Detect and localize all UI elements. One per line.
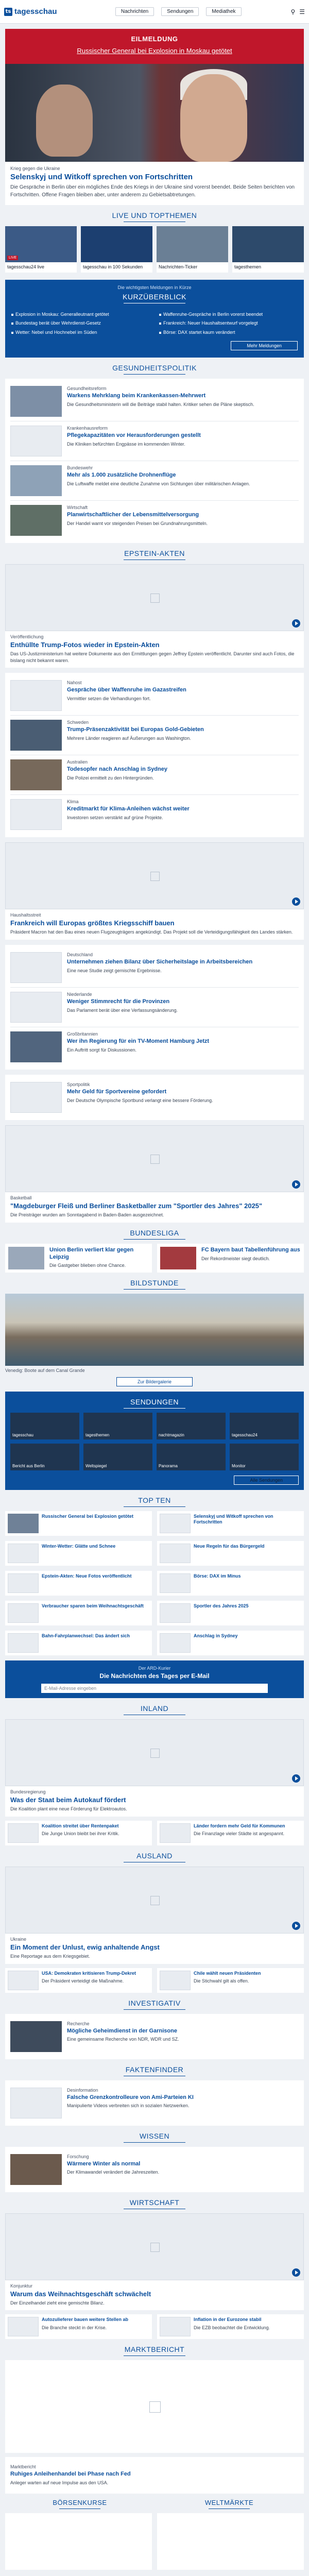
live-card-title[interactable]: tagesschau in 100 Sekunden xyxy=(83,264,143,269)
list-item[interactable] xyxy=(10,948,299,988)
show-tile[interactable] xyxy=(157,1413,226,1439)
teaser-title[interactable]: Verbraucher sparen beim Weihnachtsgeschäft xyxy=(42,1603,144,1608)
breaking-headline[interactable]: Russischer General bei Explosion in Moskau getötet xyxy=(77,47,232,55)
teaser-title[interactable]: Pflegekapazitäten vor Herausforderungen gestellt xyxy=(67,432,201,438)
list-item[interactable] xyxy=(5,1244,152,1273)
teaser-title[interactable]: Selenskyj und Witkoff sprechen von Fortschritten xyxy=(194,1513,273,1525)
live-card-title[interactable]: tagesthemen xyxy=(234,264,262,269)
teaser-title[interactable]: Union Berlin verliert klar gegen Leipzig xyxy=(49,1246,134,1260)
list-item[interactable] xyxy=(10,461,299,501)
play-icon[interactable] xyxy=(292,1774,300,1783)
teaser-title[interactable]: Sportler des Jahres 2025 xyxy=(194,1603,249,1608)
topten-item[interactable] xyxy=(157,1541,304,1566)
teaser-text: Der Präsident verteidigt die Maßnahme. xyxy=(42,1978,124,1984)
live-card[interactable] xyxy=(232,226,304,273)
teaser-text: Der Einzelhandel zieht eine gemischte Bilanz. xyxy=(10,2300,105,2306)
teaser-text: Der Handel warnt vor steigenden Preisen bei Grundnahrungsmitteln. xyxy=(67,520,208,526)
teaser-title[interactable]: Warum das Weihnachtsgeschäft schwächelt xyxy=(10,2290,151,2298)
newsletter-email-input[interactable]: E-Mail-Adresse eingeben xyxy=(41,1684,268,1693)
faktenfinder-teaser xyxy=(5,2080,304,2126)
teaser-kicker: Nahost xyxy=(67,680,82,686)
news-list-3 xyxy=(5,945,304,1070)
teaser-title[interactable]: Unternehmen ziehen Bilanz über Sicherheitslage in Arbeitsbereichen xyxy=(67,959,253,965)
show-tile[interactable] xyxy=(157,1444,226,1470)
play-icon[interactable] xyxy=(292,619,300,628)
list-item[interactable] xyxy=(5,2314,152,2339)
teaser-kicker: Haushaltsstreit xyxy=(10,912,41,918)
list-item[interactable] xyxy=(157,2314,304,2339)
teaser-title[interactable]: Börse: DAX im Minus xyxy=(194,1573,241,1579)
section-heading-inland: INLAND xyxy=(0,1698,309,1719)
teaser-kicker: Desinformation xyxy=(67,2087,98,2093)
teaser-image[interactable] xyxy=(10,1082,62,1113)
gallery-image[interactable] xyxy=(5,1294,304,1366)
sendungen-grid xyxy=(10,1413,299,1470)
section-heading-wissen: WISSEN xyxy=(0,2126,309,2147)
teaser-image[interactable] xyxy=(10,680,62,711)
section-heading-topten: TOP TEN xyxy=(0,1490,309,1511)
teaser-title[interactable]: Falsche Grenzkontrolleure von Ami-Parteien KI xyxy=(67,2094,194,2100)
teaser-text: Die Koalition plant eine neue Förderung für Elektroautos. xyxy=(10,1806,127,1812)
teaser-text: Die Finanzlage vieler Städte ist angespannt. xyxy=(194,1831,285,1836)
section-heading-kurz: KURZÜBERBLICK xyxy=(11,292,298,308)
teaser-image[interactable] xyxy=(10,505,62,536)
menu-icon[interactable]: ☰ xyxy=(299,8,305,15)
section-heading-epstein: EPSTEIN-AKTEN xyxy=(0,543,309,564)
teaser-title[interactable]: Kreditmarkt für Klima-Anleihen wächst weiter xyxy=(67,806,190,812)
list-item[interactable] xyxy=(10,2460,299,2490)
teaser-title[interactable]: "Magdeburger Fleiß und Berliner Basketballer zum "Sportler des Jahres" 2025" xyxy=(10,1202,263,1210)
markt-teaser xyxy=(5,2457,304,2493)
teaser-title[interactable]: Russischer General bei Explosion getötet xyxy=(42,1513,134,1519)
teaser-title[interactable]: Todesopfer nach Anschlag in Sydney xyxy=(67,766,167,773)
teaser-kicker: Deutschland xyxy=(67,952,93,958)
teaser-kicker: Bundesregierung xyxy=(10,1789,46,1794)
list-item[interactable] xyxy=(10,2150,299,2189)
play-icon[interactable] xyxy=(292,1180,300,1189)
teaser-image-placeholder[interactable] xyxy=(5,1867,304,1934)
teaser-kicker: Bundeswehr xyxy=(67,465,93,470)
teaser-image[interactable] xyxy=(10,759,62,790)
ausland-grid xyxy=(0,1968,309,1993)
teaser-text: Der Rekordmeister siegt deutlich. xyxy=(201,1256,270,1261)
gesundheit-list xyxy=(5,379,304,543)
list-item[interactable] xyxy=(10,1078,299,1117)
teaser-text: Eine Reportage aus dem Kriegsgebiet. xyxy=(10,1953,90,1959)
live-card-title[interactable]: Nachrichten-Ticker xyxy=(159,264,198,269)
show-title: Weltspiegel xyxy=(85,1463,107,1468)
live-row xyxy=(0,226,309,273)
show-tile[interactable] xyxy=(83,1413,152,1439)
show-tile[interactable] xyxy=(10,1444,79,1470)
show-title: tagesschau xyxy=(12,1432,33,1437)
markt-columns xyxy=(0,2494,309,2509)
kurz-item[interactable]: Wetter: Nebel und Hochnebel im Süden xyxy=(11,330,150,336)
show-title: Panorama xyxy=(159,1463,178,1468)
section-heading-bundesliga: BUNDESLIGA xyxy=(0,1223,309,1244)
list-item[interactable] xyxy=(10,501,299,540)
teaser-image[interactable] xyxy=(10,2021,62,2052)
topten-item[interactable] xyxy=(157,1571,304,1596)
kurz-kicker: Die wichtigsten Meldungen in Kürze xyxy=(117,284,192,290)
show-title: Monitor xyxy=(232,1463,246,1468)
teaser-text: Die Kliniken befürchten Engpässe im kommenden Winter. xyxy=(67,441,185,447)
market-widget[interactable] xyxy=(5,2360,304,2453)
list-item[interactable] xyxy=(10,2017,299,2056)
markt-widgets xyxy=(0,2513,309,2570)
logo-icon: ts xyxy=(4,8,12,16)
boersenkurse-widget[interactable] xyxy=(5,2513,152,2570)
teaser-kicker: Klima xyxy=(67,799,79,805)
teaser-title[interactable]: Ein Moment der Unlust, ewig anhaltende Angst xyxy=(10,1943,160,1951)
teaser-title[interactable]: Warkens Mehrklang beim Krankenkassen-Mehrwert xyxy=(67,392,206,399)
kurz-item[interactable]: Explosion in Moskau: Generalleutnant getötet xyxy=(11,312,150,318)
section-heading-wirtschaft: WIRTSCHAFT xyxy=(0,2192,309,2213)
frankreich-teaser[interactable] xyxy=(5,842,304,940)
teaser-title[interactable]: Anschlag in Sydney xyxy=(194,1633,238,1638)
teaser-text: Präsident Macron hat den Bau eines neuen Flugzeugträgers angekündigt. Das Projekt soll die Verteidigungsfähigkeit des Landes stärken. xyxy=(10,929,293,935)
list-item[interactable] xyxy=(5,1821,152,1845)
teaser-kicker: Veröffentlichung xyxy=(10,634,44,639)
kurz-list xyxy=(11,312,298,336)
teaser-title[interactable]: Epstein-Akten: Neue Fotos veröffentlicht xyxy=(42,1573,132,1579)
list-item[interactable] xyxy=(10,795,299,834)
more-messages-button[interactable]: Mehr Meldungen xyxy=(231,341,298,350)
weltmaerkte-heading[interactable]: WELTMÄRKTE xyxy=(154,2499,304,2509)
teaser-text: Das Parlament berät über eine Verfassungsänderung. xyxy=(67,1007,178,1013)
search-icon[interactable]: ⚲ xyxy=(290,8,296,15)
teaser-text: Ein Auftritt sorgt für Diskussionen. xyxy=(67,1047,137,1053)
show-tile[interactable] xyxy=(83,1444,152,1470)
section-heading-markt: MARKTBERICHT xyxy=(0,2339,309,2360)
teaser-text: Der Klimawandel verändert die Jahreszeiten. xyxy=(67,2170,160,2175)
list-item[interactable] xyxy=(10,755,299,795)
section-heading-faktenfinder: FAKTENFINDER xyxy=(0,2059,309,2080)
topten-item[interactable] xyxy=(5,1631,152,1655)
teaser-title[interactable]: Frankreich will Europas größtes Kriegsschiff bauen xyxy=(10,919,175,927)
list-item[interactable] xyxy=(10,421,299,461)
teaser-text: Die Branche steckt in der Krise. xyxy=(42,2325,107,2330)
teaser-title[interactable]: Enthüllte Trump-Fotos wieder in Epstein-Akten xyxy=(10,640,160,649)
teaser-image[interactable] xyxy=(160,1247,196,1269)
teaser-kicker: Recherche xyxy=(67,2021,90,2026)
teaser-image[interactable] xyxy=(10,426,62,456)
teaser-kicker: Krankenhausreform xyxy=(67,425,108,431)
teaser-image[interactable] xyxy=(10,992,62,1023)
wirtschaft-grid xyxy=(0,2314,309,2339)
list-item[interactable] xyxy=(10,716,299,755)
nav-item[interactable]: Sendungen xyxy=(161,7,199,16)
epstein-teaser[interactable] xyxy=(5,564,304,668)
list-item[interactable] xyxy=(10,382,299,421)
teaser-text: Die Preisträger wurden am Sonntagabend in Baden-Baden ausgezeichnet. xyxy=(10,1212,164,1218)
wissen-teaser xyxy=(5,2147,304,2192)
teaser-title[interactable]: Wer ihn Regierung für ein TV-Moment Hamburg Jetzt xyxy=(67,1038,210,1045)
main-nav xyxy=(66,7,290,16)
play-icon[interactable] xyxy=(292,1922,300,1930)
teaser-image[interactable] xyxy=(10,2088,62,2119)
topten-item[interactable] xyxy=(5,1571,152,1596)
live-card[interactable] xyxy=(5,226,77,273)
teaser-title[interactable]: Mehr Geld für Sportvereine gefordert xyxy=(67,1089,167,1095)
teaser-text: Eine gemeinsame Recherche von NDR, WDR und SZ. xyxy=(67,2037,179,2042)
all-shows-button[interactable]: Alle Sendungen xyxy=(234,1476,299,1485)
section-heading-investigativ: INVESTIGATIV xyxy=(0,1993,309,2014)
teaser-title[interactable]: Autozulieferer bauen weitere Stellen ab xyxy=(42,2317,129,2323)
teaser-kicker: Forschung xyxy=(67,2154,89,2159)
teaser-text: Vermittler setzen die Verhandlungen fort. xyxy=(67,696,151,701)
list-item[interactable] xyxy=(10,676,299,716)
teaser-title[interactable]: Mögliche Geheimdienst in der Garnisone xyxy=(67,2027,177,2034)
sendungen-box xyxy=(5,1392,304,1490)
investigativ-teaser xyxy=(5,2014,304,2059)
show-title: nachtmagazin xyxy=(159,1432,184,1437)
breaking-news-banner[interactable] xyxy=(5,29,304,64)
teaser-title[interactable]: Winter-Wetter: Glätte und Schnee xyxy=(42,1543,116,1549)
kurz-item[interactable]: Frankreich: Neuer Haushaltsentwurf vorgelegt xyxy=(159,320,298,327)
show-tile[interactable] xyxy=(10,1413,79,1439)
live-badge: LIVE xyxy=(7,256,18,260)
section-heading-ausland: AUSLAND xyxy=(0,1845,309,1867)
teaser-title[interactable]: FC Bayern baut Tabellenführung aus xyxy=(201,1246,300,1253)
ausland-teaser[interactable] xyxy=(5,1867,304,1964)
teaser-kicker: Konjunktur xyxy=(10,2283,33,2289)
topten-item[interactable] xyxy=(5,1511,152,1536)
topten-item[interactable] xyxy=(157,1631,304,1655)
teaser-kicker: Schweden xyxy=(67,720,89,725)
play-icon[interactable] xyxy=(292,2268,300,2277)
hero-kicker: Krieg gegen die Ukraine xyxy=(10,166,60,171)
show-title: tagesthemen xyxy=(85,1432,110,1437)
inland-teaser[interactable] xyxy=(5,1719,304,1817)
teaser-kicker: Ukraine xyxy=(10,1936,27,1942)
list-item[interactable] xyxy=(10,1027,299,1066)
kurz-item[interactable]: Börse: DAX startet kaum verändert xyxy=(159,330,298,336)
top-header xyxy=(0,0,309,24)
teaser-title[interactable]: Was der Staat beim Autokauf fördert xyxy=(10,1795,126,1804)
teaser-title[interactable]: Ruhiges Anleihenhandel bei Phase nach Fed xyxy=(10,2471,131,2478)
kurz-item[interactable]: Bundestag berät über Wehrdienst-Gesetz xyxy=(11,320,150,327)
header-actions xyxy=(290,8,305,15)
teaser-title[interactable]: Weniger Stimmrecht für die Provinzen xyxy=(67,998,170,1005)
teaser-text: Die Luftwaffe meldet eine deutliche Zunahme von Sichtungen über militärischen Anlagen. xyxy=(67,481,250,486)
kurzueberblick-box xyxy=(5,280,304,358)
teaser-image-placeholder[interactable] xyxy=(5,842,304,909)
teaser-text: Anleger warten auf neue Impulse aus den USA. xyxy=(10,2480,109,2486)
teaser-text: Investoren setzen verstärkt auf grüne Projekte. xyxy=(67,815,163,820)
nav-item[interactable]: Nachrichten xyxy=(115,7,154,16)
teaser-image[interactable] xyxy=(10,1031,62,1062)
topten-grid xyxy=(0,1511,309,1655)
teaser-image-placeholder[interactable] xyxy=(5,2213,304,2280)
topten-item[interactable] xyxy=(5,1601,152,1625)
teaser-kicker: Großbritannien xyxy=(67,1031,98,1037)
newsletter-title: Die Nachrichten des Tages per E-Mail xyxy=(99,1672,210,1680)
wirtschaft-teaser[interactable] xyxy=(5,2213,304,2311)
teaser-title[interactable]: Inflation in der Eurozone stabil xyxy=(194,2317,262,2323)
list-item[interactable] xyxy=(157,1821,304,1845)
list-item[interactable] xyxy=(157,1968,304,1993)
hero-teaser[interactable] xyxy=(5,64,304,205)
teaser-text: Die Gesundheitsministerin will die Beiträge stabil halten. Kritiker sehen die Pläne skeptisch. xyxy=(67,401,254,407)
teaser-image[interactable] xyxy=(10,2154,62,2185)
teaser-image[interactable] xyxy=(10,799,62,830)
live-card[interactable] xyxy=(81,226,152,273)
hero-image[interactable] xyxy=(5,64,304,162)
logo[interactable] xyxy=(4,7,66,16)
inland-grid xyxy=(0,1821,309,1845)
teaser-title[interactable]: USA: Demokraten kritisieren Trump-Dekret xyxy=(42,1970,136,1976)
gallery-button[interactable]: Zur Bildergalerie xyxy=(116,1377,193,1386)
teaser-kicker: Niederlande xyxy=(67,992,92,997)
teaser-text: Die Polizei ermittelt zu den Hintergründen. xyxy=(67,775,154,781)
teaser-title[interactable]: Bahn-Fahrplanwechsel: Das ändert sich xyxy=(42,1633,130,1638)
topten-item[interactable] xyxy=(157,1511,304,1536)
teaser-kicker: Wirtschaft xyxy=(67,504,88,510)
teaser-image[interactable] xyxy=(10,720,62,751)
teaser-text: Eine neue Studie zeigt gemischte Ergebnisse. xyxy=(67,968,162,973)
teaser-title[interactable]: Wärmere Winter als normal xyxy=(67,2160,141,2167)
list-item[interactable] xyxy=(10,2083,299,2123)
teaser-title[interactable]: Gespräche über Waffenruhe im Gazastreifen xyxy=(67,687,186,693)
teaser-text: Mehrere Länder reagieren auf Äußerungen aus Washington. xyxy=(67,735,191,741)
teaser-image-placeholder[interactable] xyxy=(5,1125,304,1192)
teaser-text: Die Junge Union bleibt bei ihrer Kritik. xyxy=(42,1831,119,1836)
section-heading-sendungen: SENDUNGEN xyxy=(10,1392,299,1413)
list-item[interactable] xyxy=(157,1244,304,1273)
weltmaerkte-widget[interactable] xyxy=(157,2513,304,2570)
play-icon[interactable] xyxy=(292,897,300,906)
teaser-text: Der Deutsche Olympische Sportbund verlangt eine bessere Förderung. xyxy=(67,1097,213,1103)
live-card-title[interactable]: tagesschau24 live xyxy=(7,264,45,269)
teaser-title[interactable]: Länder fordern mehr Geld für Kommunen xyxy=(194,1823,285,1828)
teaser-image[interactable] xyxy=(10,952,62,983)
teaser-title[interactable]: Trump-Präsenzaktivität bei Europas Gold-Gebieten xyxy=(67,726,204,733)
section-heading-live: LIVE UND TOPTHEMEN xyxy=(0,205,309,226)
topten-item[interactable] xyxy=(5,1541,152,1566)
show-tile[interactable] xyxy=(230,1444,299,1470)
teaser-text: Manipulierte Videos verbreiten sich in sozialen Netzwerken. xyxy=(67,2103,190,2109)
show-tile[interactable] xyxy=(230,1413,299,1439)
teaser-title[interactable]: Mehr als 1.000 zusätzliche Drohnenflüge xyxy=(67,471,176,478)
list-item[interactable] xyxy=(5,1968,152,1993)
section-heading-kultur xyxy=(0,2570,309,2576)
teaser-image-placeholder[interactable] xyxy=(5,564,304,631)
newsletter-box xyxy=(5,1660,304,1698)
teaser-kicker: Sportpolitik xyxy=(67,1082,90,1088)
list-item[interactable] xyxy=(10,988,299,1027)
teaser-kicker: Basketball xyxy=(10,1195,32,1201)
boersenkurse-heading[interactable]: BÖRSENKURSE xyxy=(5,2499,154,2509)
teaser-text: Das US-Justizministerium hat weitere Dokumente aus den Ermittlungen gegen Jeffrey Epstein veröffentlicht. Darunter sind auch Fotos, die bislang nicht bekannt waren. xyxy=(10,651,295,663)
show-title: Bericht aus Berlin xyxy=(12,1463,45,1468)
teaser-image[interactable] xyxy=(8,1247,44,1269)
teaser-title[interactable]: Koalition streitet über Rentenpaket xyxy=(42,1823,119,1828)
gallery-caption: Venedig: Boote auf dem Canal Grande xyxy=(5,1367,85,1373)
basketball-teaser[interactable] xyxy=(5,1125,304,1223)
teaser-title[interactable]: Chile wählt neuen Präsidenten xyxy=(194,1970,261,1976)
teaser-image[interactable] xyxy=(10,386,62,417)
newsletter-kicker: Der ARD-Kurier xyxy=(138,1665,171,1671)
teaser-title[interactable]: Neue Regeln für das Bürgergeld xyxy=(194,1543,265,1549)
logo-text: tagesschau xyxy=(14,7,57,16)
hero-text: Die Gespräche in Berlin über ein mögliches Ende des Kriegs in der Ukraine sind vorerst beendet. Beide Seiten berichten von Fortschritten. Offene Fragen bleiben aber, unter anderem zu Gebietsabtretungen. xyxy=(10,184,295,198)
teaser-image[interactable] xyxy=(10,465,62,496)
teaser-text: Die Stichwahl gilt als offen. xyxy=(194,1978,249,1984)
sport-teaser xyxy=(5,1075,304,1120)
teaser-kicker: Marktbericht xyxy=(10,2464,36,2470)
bundesliga-row xyxy=(0,1244,309,1273)
news-list-2 xyxy=(5,673,304,837)
teaser-image-placeholder[interactable] xyxy=(5,1719,304,1786)
hero-title[interactable]: Selenskyj und Witkoff sprechen von Fortschritten xyxy=(10,173,193,181)
section-heading-bildstunde: BILDSTUNDE xyxy=(0,1273,309,1294)
live-card[interactable] xyxy=(157,226,228,273)
topten-item[interactable] xyxy=(157,1601,304,1625)
teaser-text: Die Gastgeber blieben ohne Chance. xyxy=(49,1263,126,1268)
section-heading-gesundheit: GESUNDHEITSPOLITIK xyxy=(0,358,309,379)
kurz-item[interactable]: Waffenruhe-Gespräche in Berlin vorerst beendet xyxy=(159,312,298,318)
teaser-kicker: Gesundheitsreform xyxy=(67,385,107,391)
teaser-kicker: Australien xyxy=(67,759,88,765)
show-title: tagesschau24 xyxy=(232,1432,258,1437)
breaking-kicker: EILMELDUNG xyxy=(131,35,178,43)
nav-item[interactable]: Mediathek xyxy=(206,7,241,16)
teaser-title[interactable]: Planwirtschaftlicher der Lebensmittelversorgung xyxy=(67,511,199,518)
teaser-text: Die EZB beobachtet die Entwicklung. xyxy=(194,2325,270,2330)
